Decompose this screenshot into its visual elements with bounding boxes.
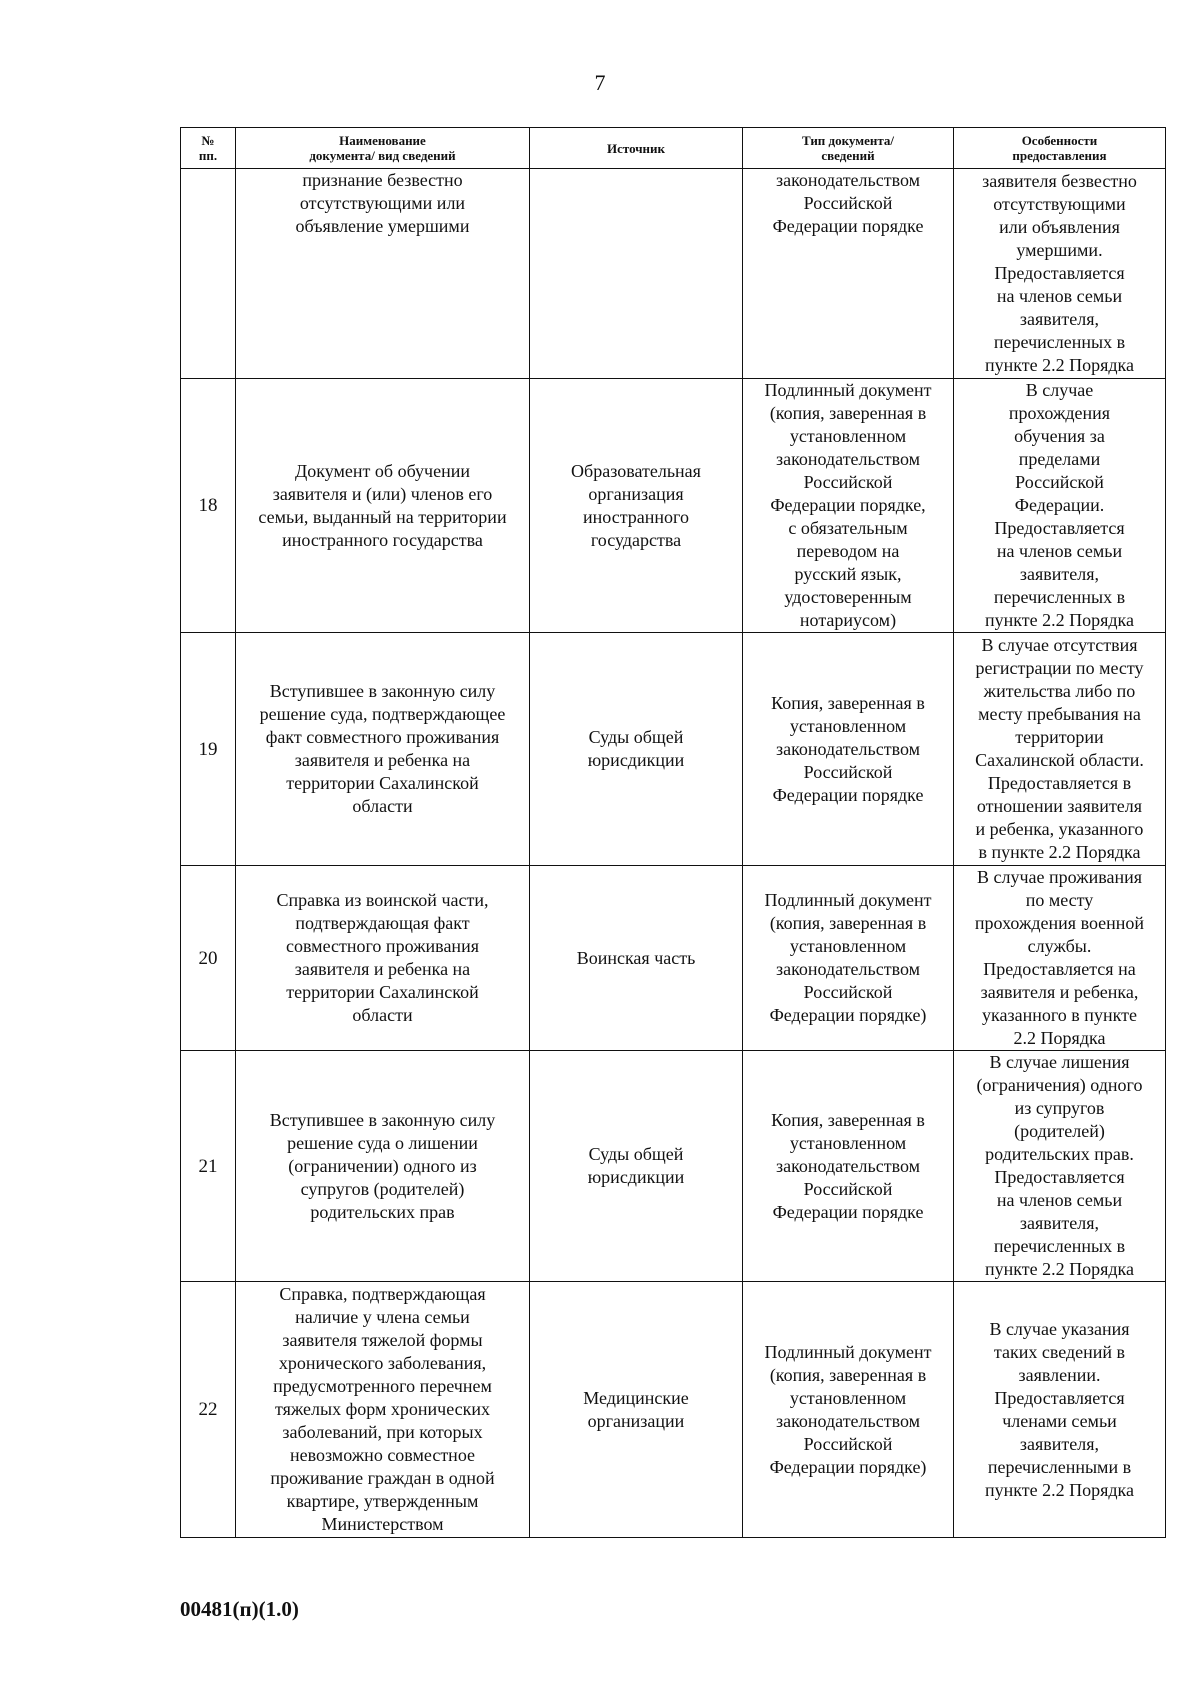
row-source: Суды общей юрисдикции <box>530 1051 743 1282</box>
header-features-text: Особенности предоставления <box>1012 133 1107 163</box>
row-number: 19 <box>181 633 236 866</box>
row-document-type: Копия, заверенная в установленном законодательством Российской Федерации порядке <box>743 633 954 866</box>
row-source: Суды общей юрисдикции <box>530 633 743 866</box>
header-num-text: № пп. <box>198 133 218 163</box>
document-code: 00481(п)(1.0) <box>180 1597 299 1621</box>
row-document-name: Справка из воинской части, подтверждающая факт совместного проживания заявителя и ребенка на территории Сахалинской области <box>236 866 530 1051</box>
header-name-text: Наименование документа/ вид сведений <box>309 133 456 163</box>
row-document-type: Копия, заверенная в установленном законодательством Российской Федерации порядке <box>743 1051 954 1282</box>
table-header-row <box>181 128 1166 169</box>
header-type <box>743 128 954 169</box>
row-document-type: Подлинный документ (копия, заверенная в установленном законодательством Российской Федерации порядке, с обязательным переводом на русский язык, удостоверенным нотариусом) <box>743 379 954 633</box>
row-document-name: Вступившее в законную силу решение суда о лишении (ограничении) одного из супругов (родителей) родительских прав <box>236 1051 530 1282</box>
row-document-name: признание безвестно отсутствующими или объявление умершими <box>236 169 530 379</box>
header-features <box>954 128 1166 169</box>
row-document-name: Справка, подтверждающая наличие у члена семьи заявителя тяжелой формы хронического заболевания, предусмотренного перечнем тяжелых форм хронических заболеваний, при которых невозможно совместное проживание граждан в одной квартире, утвержденным Министерством <box>236 1282 530 1538</box>
row-features: В случае указания таких сведений в заявлении. Предоставляется членами семьи заявителя, перечисленными в пункте 2.2 Порядка <box>954 1282 1166 1538</box>
row-source: Медицинские организации <box>530 1282 743 1538</box>
header-name <box>236 128 530 169</box>
row-features: В случае прохождения обучения за пределами Российской Федерации. Предоставляется на членов семьи заявителя, перечисленных в пункте 2.2 Порядка <box>954 379 1166 633</box>
row-source: Образовательная организация иностранного государства <box>530 379 743 633</box>
row-features: В случае лишения (ограничения) одного из супругов (родителей) родительских прав. Предоставляется на членов семьи заявителя, перечисленных в пункте 2.2 Порядка <box>954 1051 1166 1282</box>
table-row <box>181 1282 1166 1538</box>
row-document-type: законодательством Российской Федерации порядке <box>743 169 954 379</box>
page-number: 7 <box>594 70 606 95</box>
row-document-type: Подлинный документ (копия, заверенная в установленном законодательством Российской Федерации порядке) <box>743 1282 954 1538</box>
row-number: 18 <box>181 379 236 633</box>
row-number: 20 <box>181 866 236 1051</box>
table-row <box>181 379 1166 633</box>
row-number: 21 <box>181 1051 236 1282</box>
row-document-name: Документ об обучении заявителя и (или) членов его семьи, выданный на территории иностранного государства <box>236 379 530 633</box>
row-document-name: Вступившее в законную силу решение суда, подтверждающее факт совместного проживания заявителя и ребенка на территории Сахалинской области <box>236 633 530 866</box>
header-num <box>181 128 236 169</box>
header-source-text: Источник <box>606 140 666 156</box>
row-number <box>181 169 236 379</box>
table-row <box>181 1051 1166 1282</box>
row-document-type: Подлинный документ (копия, заверенная в установленном законодательством Российской Федерации порядке) <box>743 866 954 1051</box>
table-row <box>181 866 1166 1051</box>
row-features: В случае отсутствия регистрации по месту жительства либо по месту пребывания на территории Сахалинской области. Предоставляется в отношении заявителя и ребенка, указанного в пункте 2.2 Порядка <box>954 633 1166 866</box>
table-row <box>181 169 1166 379</box>
row-source: Воинская часть <box>530 866 743 1051</box>
header-type-text: Тип документа/ сведений <box>801 133 895 163</box>
row-source <box>530 169 743 379</box>
header-source <box>530 128 743 169</box>
row-features: В случае проживания по месту прохождения военной службы. Предоставляется на заявителя и ребенка, указанного в пункте 2.2 Порядка <box>954 866 1166 1051</box>
row-features: заявителя безвестно отсутствующими или объявления умершими. Предоставляется на членов семьи заявителя, перечисленных в пункте 2.2 Порядка <box>954 169 1166 379</box>
row-number: 22 <box>181 1282 236 1538</box>
table-row <box>181 633 1166 866</box>
documents-table <box>180 127 1166 1538</box>
